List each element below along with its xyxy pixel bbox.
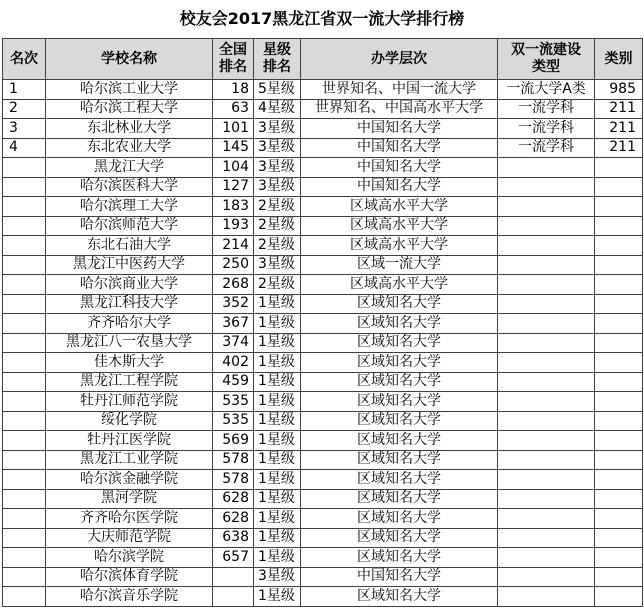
double-first-class-type-cell: 一流学科 xyxy=(498,99,595,119)
double-first-class-type-cell: 一流学科 xyxy=(498,138,595,158)
column-header-rank xyxy=(3,39,46,80)
school-level-cell: 中国知名大学 xyxy=(301,158,498,178)
national-rank-cell: 638 xyxy=(213,528,254,548)
school-name-cell: 大庆师范学院 xyxy=(46,528,213,548)
school-name-cell: 牡丹江师范学院 xyxy=(46,392,213,412)
column-header-label: 学校名称 xyxy=(101,50,157,67)
star-rating-cell: 3星级 xyxy=(254,177,301,197)
star-rating-cell: 1星级 xyxy=(254,372,301,392)
rank-cell xyxy=(3,314,46,334)
double-first-class-type-cell xyxy=(498,528,595,548)
rank-cell: 2 xyxy=(3,99,46,119)
table-row xyxy=(3,470,643,490)
school-name-cell: 黑龙江工业学院 xyxy=(46,450,213,470)
table-row xyxy=(3,587,643,607)
double-first-class-type-cell xyxy=(498,509,595,529)
school-level-cell: 区域知名大学 xyxy=(301,333,498,353)
star-rating-cell: 1星级 xyxy=(254,353,301,373)
double-first-class-type-cell xyxy=(498,431,595,451)
category-cell: 211 xyxy=(595,99,643,119)
national-rank-cell: 657 xyxy=(213,548,254,568)
table-row xyxy=(3,197,643,217)
category-cell xyxy=(595,450,643,470)
national-rank-cell: 374 xyxy=(213,333,254,353)
rank-cell xyxy=(3,177,46,197)
school-name-cell: 牡丹江医学院 xyxy=(46,431,213,451)
school-level-cell: 区域知名大学 xyxy=(301,314,498,334)
school-level-cell: 区域一流大学 xyxy=(301,255,498,275)
rank-cell xyxy=(3,392,46,412)
double-first-class-type-cell xyxy=(498,489,595,509)
rank-cell xyxy=(3,450,46,470)
category-cell xyxy=(595,255,643,275)
rank-cell xyxy=(3,353,46,373)
ranking-table xyxy=(2,38,643,607)
national-rank-cell: 250 xyxy=(213,255,254,275)
column-header-double-first-class-type xyxy=(498,39,595,80)
double-first-class-type-cell xyxy=(498,450,595,470)
national-rank-cell: 145 xyxy=(213,138,254,158)
school-level-cell: 区域知名大学 xyxy=(301,548,498,568)
rank-cell xyxy=(3,489,46,509)
school-name-cell: 哈尔滨工业大学 xyxy=(46,80,213,100)
category-cell xyxy=(595,470,643,490)
column-header-label: 名次 xyxy=(10,50,38,67)
national-rank-cell: 104 xyxy=(213,158,254,178)
table-row xyxy=(3,158,643,178)
column-header-label: 排名 xyxy=(263,59,291,75)
category-cell: 211 xyxy=(595,138,643,158)
rank-cell xyxy=(3,333,46,353)
double-first-class-type-cell xyxy=(498,333,595,353)
school-name-cell: 佳木斯大学 xyxy=(46,353,213,373)
rank-cell xyxy=(3,216,46,236)
double-first-class-type-cell xyxy=(498,216,595,236)
category-cell xyxy=(595,353,643,373)
rank-cell xyxy=(3,470,46,490)
school-name-cell: 哈尔滨体育学院 xyxy=(46,567,213,587)
table-row xyxy=(3,119,643,139)
table-body xyxy=(3,80,643,607)
column-header-label: 星级 xyxy=(263,42,291,58)
category-cell xyxy=(595,216,643,236)
column-header-label: 办学层次 xyxy=(371,50,427,67)
school-level-cell: 区域高水平大学 xyxy=(301,236,498,256)
star-rating-cell: 2星级 xyxy=(254,197,301,217)
school-level-cell: 中国知名大学 xyxy=(301,177,498,197)
star-rating-cell: 1星级 xyxy=(254,489,301,509)
school-name-cell: 东北林业大学 xyxy=(46,119,213,139)
school-name-cell: 哈尔滨金融学院 xyxy=(46,470,213,490)
school-level-cell: 区域知名大学 xyxy=(301,353,498,373)
national-rank-cell: 367 xyxy=(213,314,254,334)
double-first-class-type-cell xyxy=(498,197,595,217)
school-name-cell: 绥化学院 xyxy=(46,411,213,431)
school-level-cell: 区域知名大学 xyxy=(301,528,498,548)
star-rating-cell: 1星级 xyxy=(254,548,301,568)
star-rating-cell: 4星级 xyxy=(254,99,301,119)
national-rank-cell: 63 xyxy=(213,99,254,119)
school-level-cell: 区域知名大学 xyxy=(301,431,498,451)
table-row xyxy=(3,138,643,158)
star-rating-cell: 1星级 xyxy=(254,509,301,529)
school-level-cell: 区域高水平大学 xyxy=(301,197,498,217)
category-cell: 985 xyxy=(595,80,643,100)
national-rank-cell: 578 xyxy=(213,470,254,490)
star-rating-cell: 1星级 xyxy=(254,314,301,334)
national-rank-cell: 18 xyxy=(213,80,254,100)
page-title: 校友会2017黑龙江省双一流大学排行榜 xyxy=(179,9,465,28)
school-level-cell: 区域知名大学 xyxy=(301,587,498,607)
rank-cell xyxy=(3,294,46,314)
header-row xyxy=(3,39,643,80)
rank-cell xyxy=(3,587,46,607)
double-first-class-type-cell xyxy=(498,353,595,373)
star-rating-cell: 1星级 xyxy=(254,333,301,353)
school-level-cell: 区域知名大学 xyxy=(301,509,498,529)
category-cell xyxy=(595,567,643,587)
category-cell xyxy=(595,294,643,314)
table-row xyxy=(3,567,643,587)
national-rank-cell: 535 xyxy=(213,392,254,412)
double-first-class-type-cell xyxy=(498,314,595,334)
rank-cell xyxy=(3,567,46,587)
school-level-cell: 区域知名大学 xyxy=(301,294,498,314)
double-first-class-type-cell xyxy=(498,236,595,256)
rank-cell: 1 xyxy=(3,80,46,100)
school-name-cell: 黑龙江科技大学 xyxy=(46,294,213,314)
double-first-class-type-cell xyxy=(498,587,595,607)
table-row xyxy=(3,216,643,236)
school-level-cell: 中国知名大学 xyxy=(301,567,498,587)
category-cell xyxy=(595,333,643,353)
double-first-class-type-cell xyxy=(498,392,595,412)
category-cell xyxy=(595,489,643,509)
column-header-label: 类别 xyxy=(604,50,633,67)
table-row xyxy=(3,353,643,373)
column-header-star-rating xyxy=(254,39,301,80)
rank-cell xyxy=(3,411,46,431)
double-first-class-type-cell xyxy=(498,470,595,490)
national-rank-cell: 214 xyxy=(213,236,254,256)
column-header-label: 双一流建设 xyxy=(511,42,581,58)
school-level-cell: 中国知名大学 xyxy=(301,138,498,158)
star-rating-cell: 2星级 xyxy=(254,275,301,295)
rank-cell xyxy=(3,236,46,256)
table-row xyxy=(3,275,643,295)
column-header-national-rank xyxy=(213,39,254,80)
star-rating-cell: 1星级 xyxy=(254,411,301,431)
school-level-cell: 区域知名大学 xyxy=(301,470,498,490)
category-cell xyxy=(595,197,643,217)
table-row xyxy=(3,294,643,314)
national-rank-cell: 578 xyxy=(213,450,254,470)
table-row xyxy=(3,99,643,119)
category-cell xyxy=(595,236,643,256)
table-row xyxy=(3,528,643,548)
rank-cell xyxy=(3,158,46,178)
table-row xyxy=(3,548,643,568)
rank-cell: 4 xyxy=(3,138,46,158)
category-cell xyxy=(595,431,643,451)
star-rating-cell: 1星级 xyxy=(254,294,301,314)
category-cell: 211 xyxy=(595,119,643,139)
category-cell xyxy=(595,411,643,431)
table-row xyxy=(3,411,643,431)
rank-cell xyxy=(3,275,46,295)
table-row xyxy=(3,509,643,529)
star-rating-cell: 3星级 xyxy=(254,567,301,587)
school-name-cell: 哈尔滨理工大学 xyxy=(46,197,213,217)
school-name-cell: 齐齐哈尔医学院 xyxy=(46,509,213,529)
table-row xyxy=(3,333,643,353)
table-row xyxy=(3,314,643,334)
rank-cell xyxy=(3,431,46,451)
school-level-cell: 区域知名大学 xyxy=(301,372,498,392)
school-name-cell: 东北农业大学 xyxy=(46,138,213,158)
category-cell xyxy=(595,158,643,178)
star-rating-cell: 1星级 xyxy=(254,450,301,470)
double-first-class-type-cell xyxy=(498,548,595,568)
star-rating-cell: 1星级 xyxy=(254,470,301,490)
national-rank-cell: 459 xyxy=(213,372,254,392)
school-name-cell: 哈尔滨商业大学 xyxy=(46,275,213,295)
column-header-category xyxy=(595,39,643,80)
table-row xyxy=(3,80,643,100)
category-cell xyxy=(595,587,643,607)
double-first-class-type-cell xyxy=(498,275,595,295)
national-rank-cell xyxy=(213,587,254,607)
rank-cell xyxy=(3,528,46,548)
table-row xyxy=(3,372,643,392)
national-rank-cell: 268 xyxy=(213,275,254,295)
school-level-cell: 中国知名大学 xyxy=(301,119,498,139)
school-name-cell: 哈尔滨音乐学院 xyxy=(46,587,213,607)
school-name-cell: 哈尔滨师范大学 xyxy=(46,216,213,236)
rank-cell xyxy=(3,255,46,275)
category-cell xyxy=(595,177,643,197)
double-first-class-type-cell xyxy=(498,411,595,431)
school-level-cell: 区域知名大学 xyxy=(301,411,498,431)
school-name-cell: 黑河学院 xyxy=(46,489,213,509)
national-rank-cell: 183 xyxy=(213,197,254,217)
rank-cell xyxy=(3,548,46,568)
category-cell xyxy=(595,528,643,548)
school-name-cell: 东北石油大学 xyxy=(46,236,213,256)
national-rank-cell: 569 xyxy=(213,431,254,451)
star-rating-cell: 2星级 xyxy=(254,216,301,236)
category-cell xyxy=(595,372,643,392)
national-rank-cell: 628 xyxy=(213,489,254,509)
school-level-cell: 世界知名、中国一流大学 xyxy=(301,80,498,100)
column-header-school-name xyxy=(46,39,213,80)
double-first-class-type-cell xyxy=(498,567,595,587)
table-row xyxy=(3,431,643,451)
star-rating-cell: 1星级 xyxy=(254,431,301,451)
table-row xyxy=(3,450,643,470)
national-rank-cell: 352 xyxy=(213,294,254,314)
rank-cell xyxy=(3,197,46,217)
national-rank-cell: 402 xyxy=(213,353,254,373)
column-header-label: 排名 xyxy=(219,59,247,75)
school-level-cell: 区域知名大学 xyxy=(301,392,498,412)
school-level-cell: 区域知名大学 xyxy=(301,489,498,509)
column-header-school-level xyxy=(301,39,498,80)
rank-cell: 3 xyxy=(3,119,46,139)
school-name-cell: 黑龙江八一农垦大学 xyxy=(46,333,213,353)
table-row xyxy=(3,177,643,197)
column-header-label: 类型 xyxy=(532,59,560,75)
star-rating-cell: 3星级 xyxy=(254,255,301,275)
national-rank-cell: 127 xyxy=(213,177,254,197)
star-rating-cell: 3星级 xyxy=(254,138,301,158)
school-level-cell: 区域知名大学 xyxy=(301,450,498,470)
double-first-class-type-cell xyxy=(498,294,595,314)
national-rank-cell: 193 xyxy=(213,216,254,236)
school-name-cell: 黑龙江中医药大学 xyxy=(46,255,213,275)
star-rating-cell: 1星级 xyxy=(254,392,301,412)
double-first-class-type-cell xyxy=(498,177,595,197)
table-row xyxy=(3,236,643,256)
category-cell xyxy=(595,275,643,295)
double-first-class-type-cell xyxy=(498,255,595,275)
column-header-label: 全国 xyxy=(219,42,247,58)
star-rating-cell: 1星级 xyxy=(254,528,301,548)
school-name-cell: 黑龙江大学 xyxy=(46,158,213,178)
national-rank-cell: 535 xyxy=(213,411,254,431)
school-level-cell: 区域高水平大学 xyxy=(301,275,498,295)
category-cell xyxy=(595,548,643,568)
national-rank-cell: 628 xyxy=(213,509,254,529)
rank-cell xyxy=(3,372,46,392)
table-row xyxy=(3,392,643,412)
table-row xyxy=(3,489,643,509)
category-cell xyxy=(595,509,643,529)
school-level-cell: 世界知名、中国高水平大学 xyxy=(301,99,498,119)
double-first-class-type-cell xyxy=(498,158,595,178)
star-rating-cell: 3星级 xyxy=(254,119,301,139)
star-rating-cell: 5星级 xyxy=(254,80,301,100)
rank-cell xyxy=(3,509,46,529)
star-rating-cell: 1星级 xyxy=(254,587,301,607)
school-name-cell: 哈尔滨工程大学 xyxy=(46,99,213,119)
school-name-cell: 齐齐哈尔大学 xyxy=(46,314,213,334)
table-row xyxy=(3,255,643,275)
star-rating-cell: 2星级 xyxy=(254,236,301,256)
star-rating-cell: 3星级 xyxy=(254,158,301,178)
national-rank-cell xyxy=(213,567,254,587)
school-name-cell: 黑龙江工程学院 xyxy=(46,372,213,392)
category-cell xyxy=(595,392,643,412)
double-first-class-type-cell: 一流学科 xyxy=(498,119,595,139)
double-first-class-type-cell: 一流大学A类 xyxy=(498,80,595,100)
double-first-class-type-cell xyxy=(498,372,595,392)
school-level-cell: 区域高水平大学 xyxy=(301,216,498,236)
national-rank-cell: 101 xyxy=(213,119,254,139)
school-name-cell: 哈尔滨学院 xyxy=(46,548,213,568)
school-name-cell: 哈尔滨医科大学 xyxy=(46,177,213,197)
category-cell xyxy=(595,314,643,334)
